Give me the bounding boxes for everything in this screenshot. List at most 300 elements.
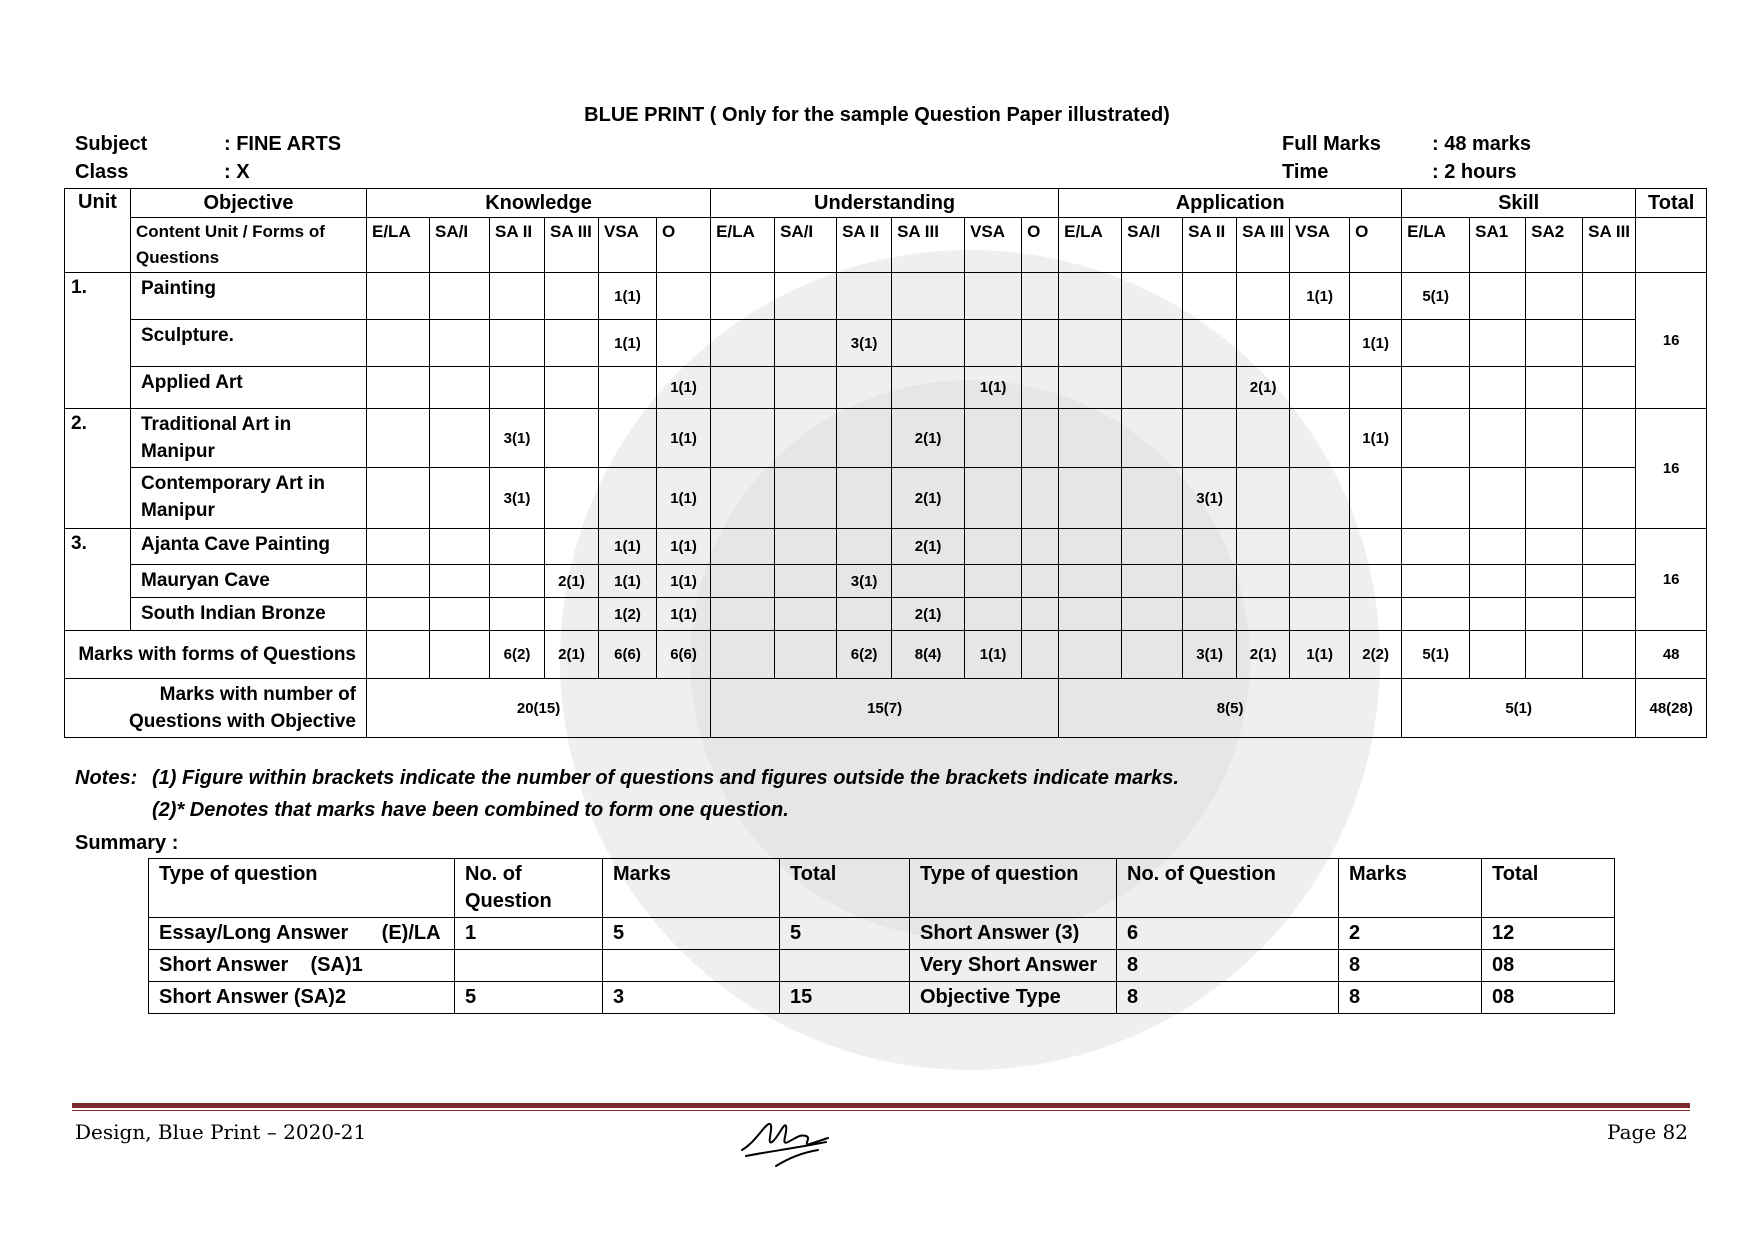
subheader-cell: VSA	[965, 218, 1022, 273]
subheader-cell: VSA	[1290, 218, 1350, 273]
marks-cell	[1290, 529, 1350, 565]
header-understanding: Understanding	[711, 189, 1059, 218]
blueprint-table	[64, 188, 1707, 738]
footer-left: Design, Blue Print – 2020-21	[75, 1120, 367, 1144]
marks-cell	[711, 320, 775, 367]
marks-cell	[1350, 529, 1402, 565]
marks-cell: 1(1)	[599, 320, 657, 367]
marks-cell	[711, 529, 775, 565]
marks-cell	[1183, 529, 1237, 565]
marks-cell	[965, 409, 1022, 468]
objective-label: Marks with number of Questions with Objective	[65, 679, 367, 738]
header-total: Total	[1636, 189, 1707, 218]
marks-cell	[1183, 367, 1237, 409]
marks-cell	[1183, 565, 1237, 598]
marks-cell	[1022, 409, 1059, 468]
subheader-cell: E/LA	[711, 218, 775, 273]
marks-cell	[1583, 529, 1636, 565]
marks-cell	[1059, 565, 1122, 598]
marks-cell	[1059, 409, 1122, 468]
marks-cell	[545, 273, 599, 320]
forms-cell	[1583, 631, 1636, 679]
marks-cell	[490, 529, 545, 565]
marks-cell	[1350, 565, 1402, 598]
class-label: Class	[75, 161, 129, 183]
content-unit: Sculpture.	[131, 320, 367, 367]
marks-cell	[1402, 409, 1470, 468]
marks-cell: 3(1)	[490, 468, 545, 529]
summary-header-cell: Marks	[603, 859, 780, 918]
objective-cell: 20(15)	[367, 679, 711, 738]
header-knowledge: Knowledge	[367, 189, 711, 218]
marks-cell	[1059, 529, 1122, 565]
marks-cell	[545, 367, 599, 409]
unit-total: 16	[1636, 529, 1707, 631]
marks-cell	[965, 273, 1022, 320]
marks-cell	[775, 320, 837, 367]
subheader-cell: SA III	[545, 218, 599, 273]
marks-cell	[367, 273, 430, 320]
marks-cell	[1122, 529, 1183, 565]
subheader-cell: O	[657, 218, 711, 273]
marks-cell	[711, 273, 775, 320]
marks-cell	[430, 565, 490, 598]
marks-cell	[1290, 468, 1350, 529]
marks-cell	[430, 468, 490, 529]
header-skill: Skill	[1402, 189, 1636, 218]
marks-cell	[367, 367, 430, 409]
table-row	[65, 367, 1707, 409]
summary-header-cell: No. of Question	[1117, 859, 1339, 918]
marks-cell	[1183, 409, 1237, 468]
marks-cell	[490, 565, 545, 598]
summary-cell: 5	[603, 918, 780, 950]
subheader-cell: SA III	[1583, 218, 1636, 273]
summary-label: Summary :	[75, 832, 179, 854]
forms-cell: 2(1)	[545, 631, 599, 679]
subheader-cell: VSA	[599, 218, 657, 273]
marks-cell	[965, 598, 1022, 631]
summary-cell: 15	[780, 982, 910, 1014]
marks-cell	[1022, 273, 1059, 320]
marks-cell	[1059, 273, 1122, 320]
marks-cell	[1470, 409, 1526, 468]
marks-cell	[1237, 529, 1290, 565]
summary-table	[148, 858, 1615, 1014]
summary-cell: Short Answer (SA)1	[149, 950, 455, 982]
summary-cell: 08	[1482, 982, 1615, 1014]
marks-cell	[775, 598, 837, 631]
marks-cell	[599, 409, 657, 468]
marks-cell: 1(1)	[657, 529, 711, 565]
forms-cell	[1122, 631, 1183, 679]
summary-header-row	[149, 859, 1615, 918]
marks-cell	[545, 529, 599, 565]
summary-cell: Very Short Answer	[910, 950, 1117, 982]
marks-cell	[1183, 598, 1237, 631]
marks-cell	[775, 273, 837, 320]
marks-cell: 1(2)	[599, 598, 657, 631]
marks-cell	[1237, 409, 1290, 468]
marks-cell	[1122, 367, 1183, 409]
summary-cell: 6	[1117, 918, 1339, 950]
forms-cell	[775, 631, 837, 679]
marks-cell	[837, 409, 892, 468]
marks-cell	[1583, 468, 1636, 529]
subheader-cell: SA II	[1183, 218, 1237, 273]
summary-header-cell: Total	[780, 859, 910, 918]
marks-cell	[430, 529, 490, 565]
marks-cell	[1583, 367, 1636, 409]
marks-cell: 1(1)	[1350, 409, 1402, 468]
marks-cell	[837, 468, 892, 529]
summary-cell: 8	[1339, 982, 1482, 1014]
marks-cell	[1583, 273, 1636, 320]
forms-cell	[711, 631, 775, 679]
marks-cell	[1526, 529, 1583, 565]
summary-header-cell: Marks	[1339, 859, 1482, 918]
marks-cell	[545, 409, 599, 468]
marks-cell: 1(1)	[657, 468, 711, 529]
unit-number: 2.	[65, 409, 131, 529]
marks-cell: 1(1)	[657, 367, 711, 409]
marks-cell	[1059, 598, 1122, 631]
marks-cell: 3(1)	[837, 565, 892, 598]
subheader-cell: E/LA	[367, 218, 430, 273]
marks-cell: 1(1)	[657, 409, 711, 468]
summary-header-cell: Type of question	[910, 859, 1117, 918]
marks-cell	[1470, 565, 1526, 598]
marks-cell	[1290, 598, 1350, 631]
marks-cell	[1526, 367, 1583, 409]
summary-cell: 1	[455, 918, 603, 950]
subheader-cell: SA III	[1237, 218, 1290, 273]
marks-cell: 2(1)	[545, 565, 599, 598]
marks-cell: 1(1)	[599, 273, 657, 320]
fullmarks-label: Full Marks	[1282, 133, 1381, 155]
subheader-cell: SA/I	[1122, 218, 1183, 273]
marks-cell	[545, 598, 599, 631]
marks-cell	[1022, 320, 1059, 367]
marks-cell	[1237, 320, 1290, 367]
marks-cell	[430, 409, 490, 468]
summary-cell	[603, 950, 780, 982]
marks-cell	[711, 409, 775, 468]
marks-cell	[775, 468, 837, 529]
unit-number: 3.	[65, 529, 131, 631]
marks-cell	[1237, 273, 1290, 320]
marks-cell	[1122, 273, 1183, 320]
summary-cell: 2	[1339, 918, 1482, 950]
signature	[736, 1112, 836, 1170]
summary-cell: Short Answer (SA)2	[149, 982, 455, 1014]
header-unit: Unit	[65, 189, 131, 273]
marks-cell	[711, 565, 775, 598]
footer-rule-thin	[72, 1110, 1690, 1111]
marks-cell	[1526, 468, 1583, 529]
marks-cell	[1237, 565, 1290, 598]
marks-cell	[1022, 598, 1059, 631]
marks-cell	[1290, 320, 1350, 367]
subheader-cell: SA2	[1526, 218, 1583, 273]
forms-cell	[367, 631, 430, 679]
subheader-cell: SA1	[1470, 218, 1526, 273]
subheader-cell: SA II	[837, 218, 892, 273]
marks-cell	[490, 598, 545, 631]
summary-cell: 8	[1117, 950, 1339, 982]
forms-cell: 1(1)	[965, 631, 1022, 679]
marks-cell	[1022, 367, 1059, 409]
marks-cell	[1122, 565, 1183, 598]
marks-cell	[892, 367, 965, 409]
marks-cell	[1526, 598, 1583, 631]
marks-cell	[1290, 565, 1350, 598]
table-row	[65, 529, 1707, 565]
summary-row	[149, 950, 1615, 982]
unit-number: 1.	[65, 273, 131, 409]
marks-cell: 1(1)	[1290, 273, 1350, 320]
forms-cell: 1(1)	[1290, 631, 1350, 679]
marks-cell	[1583, 320, 1636, 367]
forms-cell: 8(4)	[892, 631, 965, 679]
marks-cell: 3(1)	[1183, 468, 1237, 529]
marks-cell	[657, 273, 711, 320]
marks-cell	[490, 367, 545, 409]
summary-header-cell: Total	[1482, 859, 1615, 918]
content-unit: Ajanta Cave Painting	[131, 529, 367, 565]
summary-cell: 8	[1339, 950, 1482, 982]
content-unit: Mauryan Cave	[131, 565, 367, 598]
summary-cell	[780, 950, 910, 982]
summary-row	[149, 982, 1615, 1014]
forms-cell: 6(2)	[837, 631, 892, 679]
marks-cell	[711, 598, 775, 631]
summary-cell: 8	[1117, 982, 1339, 1014]
marks-cell	[430, 367, 490, 409]
marks-cell	[1122, 409, 1183, 468]
marks-cell	[775, 565, 837, 598]
summary-cell: 5	[455, 982, 603, 1014]
marks-cell	[367, 320, 430, 367]
marks-cell: 2(1)	[1237, 367, 1290, 409]
forms-cell	[1526, 631, 1583, 679]
marks-cell	[367, 409, 430, 468]
marks-cell	[965, 468, 1022, 529]
forms-row	[65, 631, 1707, 679]
marks-cell	[1350, 367, 1402, 409]
marks-cell	[965, 320, 1022, 367]
summary-cell: Objective Type	[910, 982, 1117, 1014]
time-label: Time	[1282, 161, 1329, 183]
marks-cell	[1237, 468, 1290, 529]
table-row	[65, 409, 1707, 468]
header-content-unit: Content Unit / Forms of Questions	[131, 218, 367, 273]
marks-cell	[1122, 468, 1183, 529]
summary-cell: 3	[603, 982, 780, 1014]
page-title: BLUE PRINT ( Only for the sample Question Paper illustrated)	[584, 104, 1170, 126]
marks-cell: 2(1)	[892, 468, 965, 529]
marks-cell	[965, 529, 1022, 565]
subheader-cell: SA II	[490, 218, 545, 273]
objective-cell: 5(1)	[1402, 679, 1636, 738]
subheader-cell: SA/I	[430, 218, 490, 273]
marks-cell	[1402, 529, 1470, 565]
marks-cell	[837, 529, 892, 565]
footer-page-number: Page 82	[1607, 1120, 1688, 1144]
class-value: : X	[224, 161, 250, 183]
marks-cell	[1402, 565, 1470, 598]
forms-cell	[430, 631, 490, 679]
table-row	[65, 320, 1707, 367]
header-application: Application	[1059, 189, 1402, 218]
marks-cell	[1350, 468, 1402, 529]
unit-total: 16	[1636, 409, 1707, 529]
subheader-cell: O	[1022, 218, 1059, 273]
marks-cell: 3(1)	[490, 409, 545, 468]
marks-cell	[892, 320, 965, 367]
marks-cell	[965, 565, 1022, 598]
notes-label: Notes:	[75, 767, 138, 789]
marks-cell	[367, 598, 430, 631]
table-row	[65, 565, 1707, 598]
marks-cell	[490, 273, 545, 320]
marks-cell	[367, 565, 430, 598]
forms-total: 48	[1636, 631, 1707, 679]
marks-cell	[1526, 409, 1583, 468]
marks-cell: 2(1)	[892, 529, 965, 565]
objective-cell: 15(7)	[711, 679, 1059, 738]
marks-cell	[1183, 273, 1237, 320]
summary-cell: Short Answer (3)	[910, 918, 1117, 950]
marks-cell	[1183, 320, 1237, 367]
summary-cell: 12	[1482, 918, 1615, 950]
forms-cell: 6(6)	[599, 631, 657, 679]
marks-cell	[1470, 320, 1526, 367]
summary-cell: Essay/Long Answer (E)/LA	[149, 918, 455, 950]
marks-cell: 1(1)	[657, 565, 711, 598]
marks-cell	[599, 367, 657, 409]
marks-cell	[545, 320, 599, 367]
summary-cell	[455, 950, 603, 982]
marks-cell	[711, 468, 775, 529]
marks-cell	[1022, 468, 1059, 529]
forms-cell: 2(1)	[1237, 631, 1290, 679]
footer-rule	[72, 1103, 1690, 1108]
content-unit: Traditional Art in Manipur	[131, 409, 367, 468]
table-row	[65, 468, 1707, 529]
time-value: : 2 hours	[1432, 161, 1517, 183]
forms-cell: 5(1)	[1402, 631, 1470, 679]
subheader-cell: E/LA	[1402, 218, 1470, 273]
marks-cell: 1(1)	[1350, 320, 1402, 367]
marks-cell	[1350, 598, 1402, 631]
marks-cell	[657, 320, 711, 367]
marks-cell	[490, 320, 545, 367]
forms-cell	[1470, 631, 1526, 679]
marks-cell	[711, 367, 775, 409]
subject-value: : FINE ARTS	[224, 133, 342, 155]
header-objective: Objective	[131, 189, 367, 218]
forms-cell: 3(1)	[1183, 631, 1237, 679]
content-unit: South Indian Bronze	[131, 598, 367, 631]
marks-cell	[1470, 273, 1526, 320]
objective-cell: 8(5)	[1059, 679, 1402, 738]
subject-label: Subject	[75, 133, 148, 155]
marks-cell	[1350, 273, 1402, 320]
content-unit: Applied Art	[131, 367, 367, 409]
subheader-blank	[1636, 218, 1707, 273]
objective-row	[65, 679, 1707, 738]
marks-cell	[1526, 273, 1583, 320]
marks-cell	[892, 273, 965, 320]
marks-cell	[837, 598, 892, 631]
marks-cell	[1526, 320, 1583, 367]
objective-total: 48(28)	[1636, 679, 1707, 738]
forms-cell	[1059, 631, 1122, 679]
marks-cell	[1583, 565, 1636, 598]
marks-cell	[1470, 529, 1526, 565]
content-unit: Painting	[131, 273, 367, 320]
marks-cell	[367, 529, 430, 565]
forms-cell: 6(6)	[657, 631, 711, 679]
marks-cell	[837, 273, 892, 320]
marks-cell	[430, 320, 490, 367]
summary-row	[149, 918, 1615, 950]
fullmarks-value: : 48 marks	[1432, 133, 1531, 155]
note-2: (2)* Denotes that marks have been combined to form one question.	[152, 799, 789, 821]
marks-cell	[1122, 320, 1183, 367]
marks-cell	[1583, 598, 1636, 631]
content-unit: Contemporary Art in Manipur	[131, 468, 367, 529]
subheader-cell: E/LA	[1059, 218, 1122, 273]
subheader-cell: SA III	[892, 218, 965, 273]
marks-cell	[775, 529, 837, 565]
summary-cell: 5	[780, 918, 910, 950]
marks-cell	[1237, 598, 1290, 631]
table-row	[65, 273, 1707, 320]
marks-cell	[1122, 598, 1183, 631]
marks-cell	[1402, 367, 1470, 409]
marks-cell	[775, 409, 837, 468]
table-row	[65, 598, 1707, 631]
marks-cell	[430, 598, 490, 631]
marks-cell: 2(1)	[892, 409, 965, 468]
marks-cell	[1022, 529, 1059, 565]
marks-cell	[1022, 565, 1059, 598]
summary-header-cell: No. of Question	[455, 859, 603, 918]
marks-cell	[1402, 468, 1470, 529]
marks-cell	[1290, 409, 1350, 468]
marks-cell: 1(1)	[599, 565, 657, 598]
summary-cell: 08	[1482, 950, 1615, 982]
forms-label: Marks with forms of Questions	[65, 631, 367, 679]
marks-cell: 1(1)	[599, 529, 657, 565]
forms-cell: 6(2)	[490, 631, 545, 679]
marks-cell	[1583, 409, 1636, 468]
marks-cell: 5(1)	[1402, 273, 1470, 320]
marks-cell: 1(1)	[657, 598, 711, 631]
marks-cell	[1470, 367, 1526, 409]
marks-cell	[837, 367, 892, 409]
marks-cell	[1402, 320, 1470, 367]
marks-cell	[1290, 367, 1350, 409]
marks-cell: 1(1)	[965, 367, 1022, 409]
marks-cell	[1526, 565, 1583, 598]
marks-cell: 2(1)	[892, 598, 965, 631]
note-1: (1) Figure within brackets indicate the number of questions and figures outside the brackets indicate marks.	[152, 767, 1179, 789]
marks-cell	[1059, 367, 1122, 409]
marks-cell	[1470, 468, 1526, 529]
